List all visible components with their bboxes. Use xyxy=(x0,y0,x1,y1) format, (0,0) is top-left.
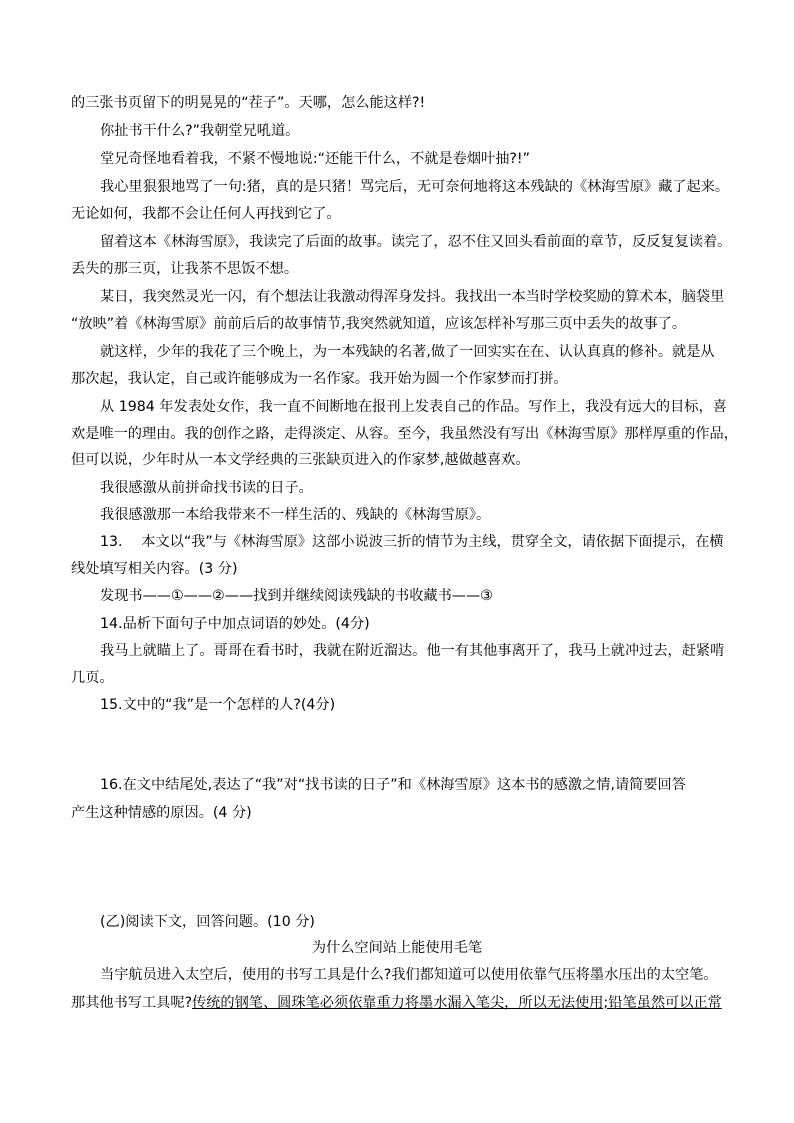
question-14: 14.品析下面句子中加点词语的妙处。(4分) xyxy=(100,616,370,632)
question-16-cont: 产生这种情感的原因。(4 分) xyxy=(71,805,252,821)
article-paragraph-line: 当宇航员进入太空后，使用的书写工具是什么?我们都知道可以使用依靠气压将墨水压出的太空笔。 xyxy=(100,967,718,983)
paragraph-line: 从 1984 年发表处女作，我一直不间断地在报刊上发表自己的作品。写作上，我没有远大的目标，喜 xyxy=(100,399,727,415)
paragraph-line: 我很感激从前拼命找书读的日子。 xyxy=(100,480,313,496)
plain-text: 那其他书写工具呢? xyxy=(71,995,193,1011)
paragraph-line: 就这样，少年的我花了三个晚上，为一本残缺的名著,做了一回实实在在、认认真真的修补。就是从 xyxy=(100,344,715,360)
paragraph-line: 我心里狠狠地骂了一句:猪，真的是只猪！骂完后，无可奈何地将这本残缺的《林海雪原》藏了起来。 xyxy=(100,179,730,195)
article-paragraph-line xyxy=(71,994,722,1012)
question-14-sentence: 我马上就瞄上了。哥哥在看书时，我就在附近溜达。他一有其他事离开了，我马上就冲过去，赶紧啃 xyxy=(100,643,725,659)
underlined-text: 传统的钢笔、圆珠笔必须依靠重力将墨水漏入笔尖，所以无法使用;铅笔虽然可以正常 xyxy=(192,995,722,1011)
paragraph-line: 无论如何，我都不会让任何人再找到它了。 xyxy=(71,206,341,222)
paragraph-line: 堂兄奇怪地看着我，不紧不慢地说:“还能干什么，不就是卷烟叶抽?!” xyxy=(100,151,530,167)
question-15: 15.文中的“我”是一个怎样的人?(4分) xyxy=(100,697,336,713)
section-b-heading: (乙)阅读下文，回答问题。(10 分) xyxy=(100,914,315,930)
paragraph-line: 留着这本《林海雪原》，我读完了后面的故事。读完了，忍不住又回头看前面的章节，反反复复读着。 xyxy=(100,234,732,250)
paragraph-line: 某日，我突然灵光一闪，有个想法让我激动得浑身发抖。我找出一本当时学校奖励的算术本，脑袋里 xyxy=(100,289,725,305)
paragraph-line: 那次起，我认定，自己或许能够成为一名作家。我开始为圆一个作家梦而打拼。 xyxy=(71,371,568,387)
question-16: 16.在文中结尾处,表达了“我”对“找书读的日子”和《林海雪原》这本书的感激之情,请简要回答 xyxy=(100,777,686,793)
question-14-sentence-cont: 几页。 xyxy=(71,670,114,686)
question-13: 13. 本文以“我”与《林海雪原》这部小说波三折的情节为主线，贯穿全文，请依据下面提示，在横 xyxy=(100,534,724,550)
paragraph-line: 我很感激那一本给我带来不一样生活的、残缺的《林海雪原》。 xyxy=(100,507,491,523)
article-title: 为什么空间站上能使用毛笔 xyxy=(311,940,483,956)
paragraph-line: 丢失的那三页，让我茶不思饭不想。 xyxy=(71,261,299,277)
question-13-prompt: 发现书——①——②——找到并继续阅读残缺的书收藏书——③ xyxy=(100,588,493,604)
question-13-cont: 线处填写相关内容。(3 分) xyxy=(71,561,238,577)
paragraph-line: 的三张书页留下的明晃晃的“茬子”。天哪，怎么能这样?! xyxy=(71,95,426,111)
paragraph-line: 但可以说，少年时从一本文学经典的三张缺页进入的作家梦,越做越喜欢。 xyxy=(71,452,530,468)
paragraph-line: 欢是唯一的理由。我的创作之路，走得淡定、从容。至今，我虽然没有写出《林海雪原》那样厚重的作品， xyxy=(71,426,738,442)
paragraph-line: “放映”着《林海雪原》前前后后的故事情节,我突然就知道，应该怎样补写那三页中丢失的故事了。 xyxy=(71,316,687,332)
paragraph-line: 你扯书干什么?”我朝堂兄吼道。 xyxy=(100,123,300,139)
